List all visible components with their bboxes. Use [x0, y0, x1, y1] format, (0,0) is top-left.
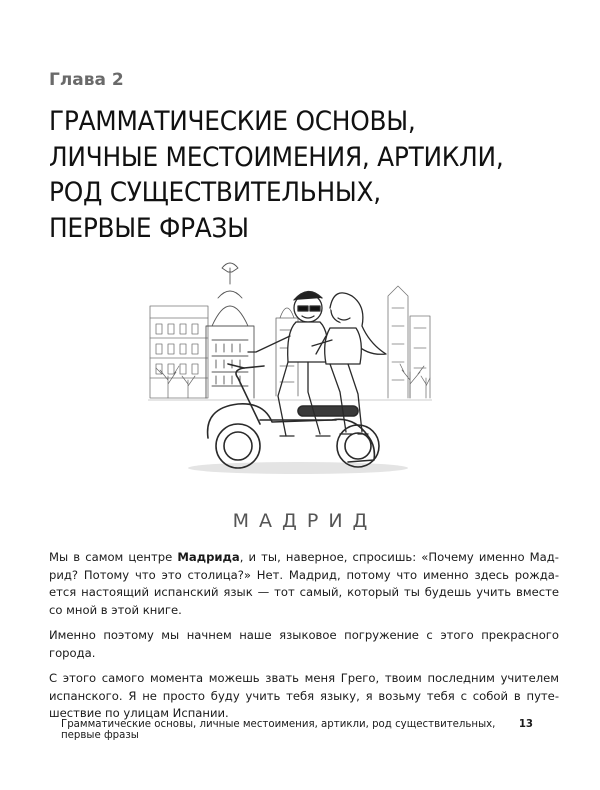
- page-footer: [49, 719, 559, 741]
- text-run: , и ты, наверное, спросишь: «Почему именно Мад-: [239, 550, 559, 564]
- couple-on-scooter-icon: [148, 256, 432, 478]
- chapter-title-line: ПЕРВЫЕ ФРАЗЫ: [49, 212, 249, 244]
- chapter-title: [49, 104, 527, 246]
- page-number: 13: [518, 719, 533, 730]
- chapter-title-line: ЛИЧНЫЕ МЕСТОИМЕНИЯ, АРТИКЛИ,: [49, 141, 504, 173]
- chapter-title-line: РОД СУЩЕСТВИТЕЛЬНЫХ,: [49, 177, 381, 208]
- text-line: С этого самого момента можешь звать меня Грего, твоим последним учителем: [49, 671, 559, 685]
- text-line: города.: [49, 645, 96, 660]
- paragraph: [49, 549, 559, 619]
- running-head: Грамматические основы, личные местоимения, артикли, род существительных, первые фразы: [61, 719, 496, 741]
- text-line: шествие по улицам Испании.: [49, 706, 229, 720]
- chapter-label: Глава 2: [49, 70, 124, 90]
- chapter-title-line: ГРАММАТИЧЕСКИЕ ОСНОВЫ,: [49, 106, 416, 137]
- madrid-scooter-illustration: [148, 256, 432, 478]
- text-line: со мной в этой книге.: [49, 602, 182, 617]
- text-line: испанского. Я не просто буду учить тебя языку, я возьму тебя с собой в путе-: [49, 688, 559, 703]
- illustration-caption: МАДРИД: [232, 510, 378, 532]
- text-line: рид? Потому что это столица?» Нет. Мадрид, потому что именно здесь рожда-: [49, 567, 559, 582]
- text-line: ется настоящий испанский язык — тот самый, который ты будешь учить вместе: [49, 585, 559, 599]
- paragraph: [49, 627, 559, 662]
- paragraph: [49, 670, 559, 723]
- body-text: [49, 549, 559, 731]
- text-line: Именно поэтому мы начнем наше языковое погружение с этого прекрасного: [49, 628, 559, 642]
- bold-text-run: Мадрида: [177, 550, 240, 564]
- text-line: [49, 549, 559, 567]
- text-run: Мы в самом центре: [49, 550, 178, 564]
